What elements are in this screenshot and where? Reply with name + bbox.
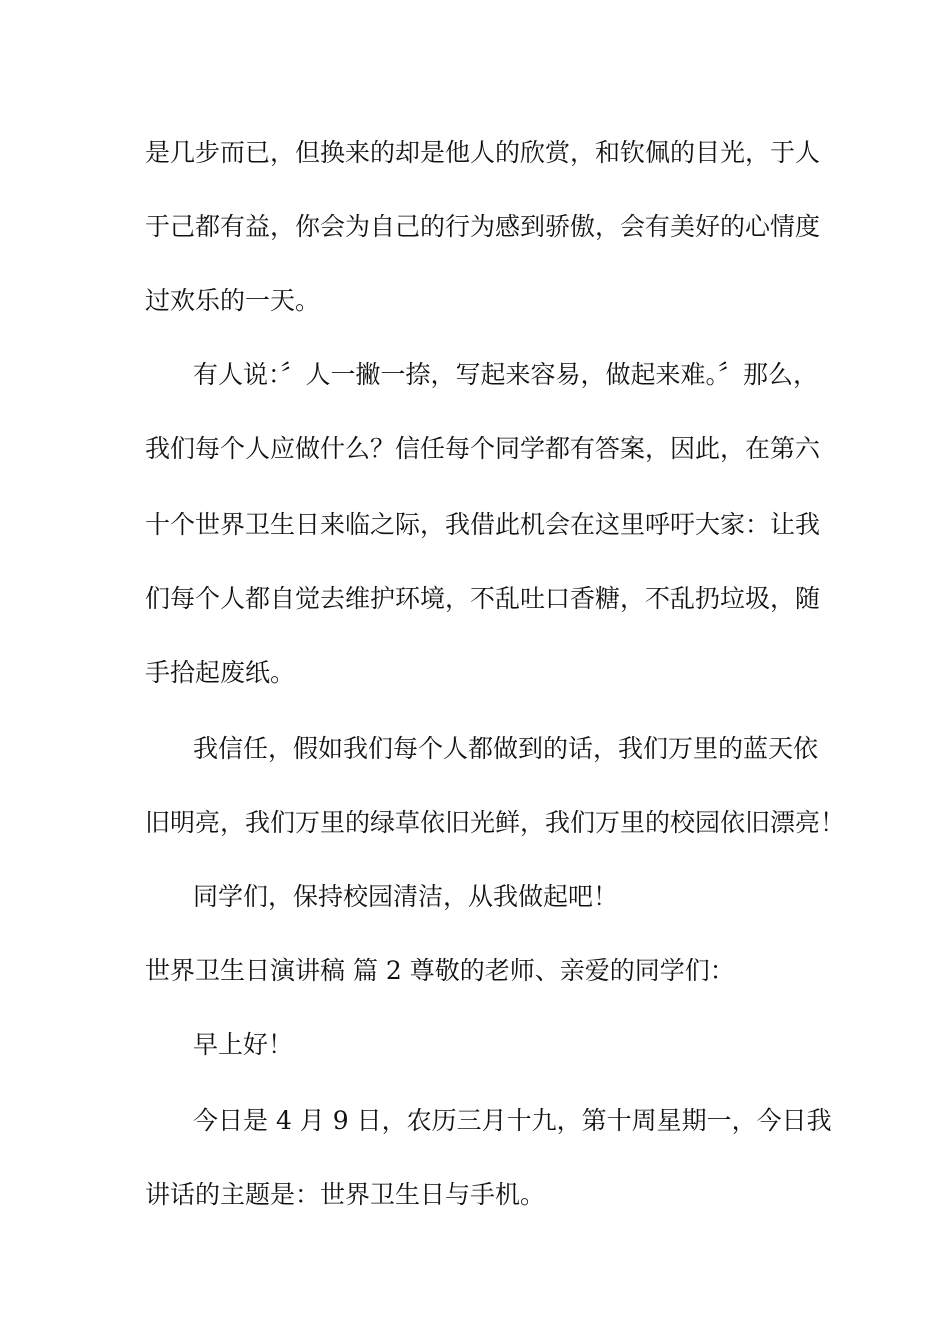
paragraph-line: 有人说：〞人一撇一捺，写起来容易，做起来难。〞那么，	[193, 360, 819, 389]
paragraph-line: 我们每个人应做什么？信任每个同学都有答案，因此，在第六	[145, 434, 821, 463]
paragraph-line: 十个世界卫生日来临之际，我借此机会在这里呼吁大家：让我	[145, 510, 821, 539]
paragraph-line: 我信任，假如我们每个人都做到的话，我们万里的蓝天依	[193, 734, 819, 763]
paragraph-line: 于己都有益，你会为自己的行为感到骄傲，会有美好的心情度	[145, 212, 821, 241]
paragraph-line: 们每个人都自觉去维护环境，不乱吐口香糖，不乱扔垃圾，随	[145, 584, 821, 613]
section-heading-line: 世界卫生日演讲稿 篇 2 尊敬的老师、亲爱的同学们：	[145, 956, 735, 985]
paragraph-line: 同学们，保持校园清洁，从我做起吧！	[193, 882, 619, 911]
paragraph-line: 过欢乐的一天。	[145, 286, 321, 315]
paragraph-line: 是几步而已，但换来的却是他人的欣赏，和钦佩的目光，于人	[145, 138, 821, 167]
paragraph-line: 早上好！	[193, 1030, 294, 1059]
paragraph-line: 手拾起废纸。	[145, 658, 296, 687]
paragraph-line: 讲话的主题是：世界卫生日与手机。	[145, 1180, 546, 1209]
paragraph-line: 旧明亮，我们万里的绿草依旧光鲜，我们万里的校园依旧漂亮！	[145, 808, 846, 837]
paragraph-line: 今日是 4 月 9 日，农历三月十九，第十周星期一，今日我	[193, 1106, 832, 1135]
